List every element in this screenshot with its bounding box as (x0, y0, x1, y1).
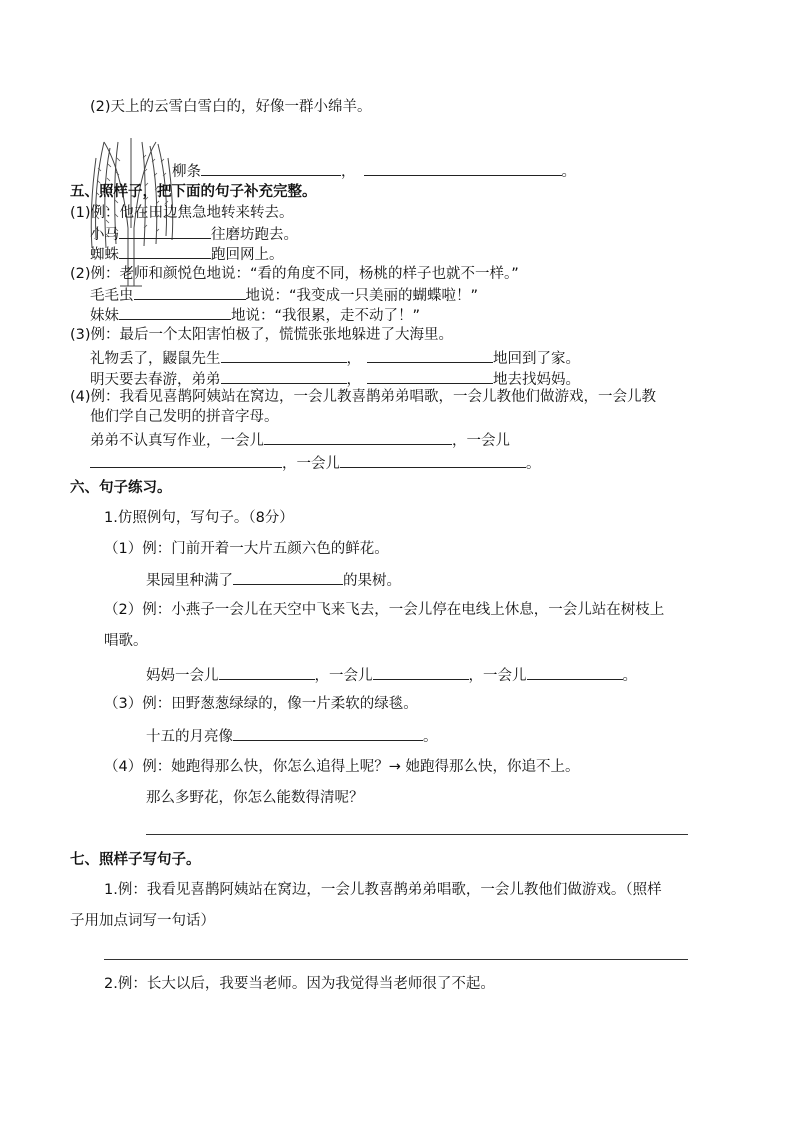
blank[interactable] (119, 304, 231, 320)
section-6-heading: 六、句子练习。 (70, 480, 172, 496)
answer-line[interactable] (146, 834, 688, 835)
blank[interactable] (134, 284, 246, 300)
p5-q1-example: (1)例：他在田边焦急地转来转去。 (70, 205, 294, 221)
p7-q1-line2: 子用加点词写一句话） (70, 913, 215, 929)
p6-ex1: （1）例：门前开着一大片五颜六色的鲜花。 (104, 541, 389, 557)
comma: ， (341, 164, 356, 180)
p5-q4-a: 弟弟不认真写作业，一会儿 ，一会儿 (90, 429, 510, 451)
p7-q1-line1: 1.例：我看见喜鹊阿姨站在窝边，一会儿教喜鹊弟弟唱歌，一会儿教他们做游戏。（照样 (104, 882, 662, 898)
blank[interactable] (527, 664, 623, 680)
blank[interactable] (233, 569, 343, 585)
blank[interactable] (373, 664, 469, 680)
p7-q2: 2.例：长大以后，我要当老师。因为我觉得当老师很了不起。 (104, 976, 495, 992)
answer-prefix: 柳条 (172, 164, 201, 180)
blank[interactable] (340, 452, 526, 468)
q2-answer-row (172, 160, 576, 182)
p6-ans4-prompt: 那么多野花，你怎么能数得清呢？ (146, 790, 364, 806)
blank[interactable] (367, 347, 493, 363)
blank[interactable] (221, 347, 347, 363)
p6-ans3: 十五的月亮像 。 (146, 725, 438, 747)
p5-q4-example-2: 他们学自己发明的拼音字母。 (90, 409, 279, 425)
p5-q4-b: ，一会儿 。 (90, 452, 541, 474)
answer-line[interactable] (104, 959, 688, 960)
blank[interactable] (90, 452, 282, 468)
p5-q3-example: (3)例：最后一个太阳害怕极了，慌慌张张地躲进了大海里。 (70, 327, 454, 343)
p6-sub1: 1.仿照例句，写句子。（8分） (104, 510, 294, 526)
blank[interactable] (264, 429, 452, 445)
p5-q3-a: 礼物丢了，鼹鼠先生 ， 地回到了家。 (90, 347, 580, 369)
blank[interactable] (221, 368, 347, 384)
p5-q2-a: 毛毛虫 地说：“我变成一只美丽的蝴蝶啦！” (90, 284, 478, 306)
p6-ex2-line1: （2）例：小燕子一会儿在天空中飞来飞去，一会儿停在电线上休息，一会儿站在树枝上 (104, 602, 665, 618)
q2-sentence: (2)天上的云雪白雪白的，好像一群小绵羊。 (90, 99, 372, 115)
period: 。 (561, 164, 576, 180)
p5-q4-example-1: (4)例：我看见喜鹊阿姨站在窝边，一会儿教喜鹊弟弟唱歌，一会儿教他们做游戏，一会儿教 (70, 389, 657, 405)
blank[interactable] (219, 664, 315, 680)
p6-ans2: 妈妈一会儿 ，一会儿 ，一会儿 。 (146, 664, 637, 686)
p5-q2-example: (2)例：老师和颜悦色地说：“看的角度不同，杨桃的样子也就不一样。” (70, 266, 519, 282)
p6-ex4: （4）例：她跑得那么快，你怎么追得上呢？→ 她跑得那么快，你追不上。 (104, 759, 580, 775)
p6-ex2-line2: 唱歌。 (104, 633, 148, 649)
p5-q3-b: 明天要去春游，弟弟 ， 地去找妈妈。 (90, 368, 580, 390)
blank[interactable] (233, 725, 423, 741)
p5-q1-b: 蜘蛛 跑回网上。 (90, 243, 284, 265)
p5-q1-a: 小马 往磨坊跑去。 (90, 223, 298, 245)
answer-blank-2[interactable] (364, 160, 562, 176)
section-7-heading: 七、照样子写句子。 (70, 852, 201, 868)
answer-blank-1[interactable] (201, 160, 341, 176)
p6-ans1: 果园里种满了 的果树。 (146, 569, 401, 591)
p6-ex3: （3）例：田野葱葱绿绿的，像一片柔软的绿毯。 (104, 696, 418, 712)
blank[interactable] (119, 223, 211, 239)
p5-q2-b: 妹妹 地说：“我很累，走不动了！” (90, 304, 420, 326)
blank[interactable] (367, 368, 493, 384)
blank[interactable] (119, 243, 211, 259)
section-5-heading: 五、照样子，把下面的句子补充完整。 (70, 184, 317, 200)
